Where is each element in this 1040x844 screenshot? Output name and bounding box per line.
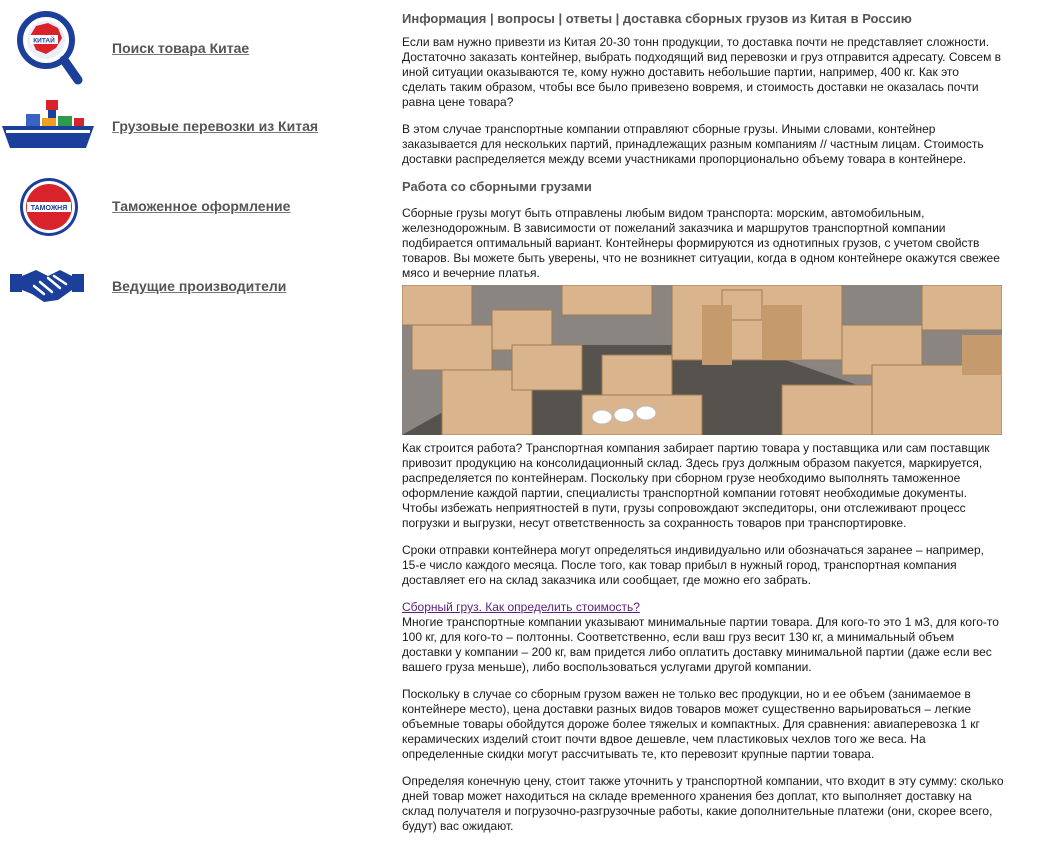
paragraph: Поскольку в случае со сборным грузом важен не только вес продукции, но и ее объем (занимаемое в контейнере место), цена доставки разных видов товаров может существенно варьироваться – легкие объемные товары обойдутся дороже более тяжелых и компактных. Для сравнения: авиаперевозка 1 кг керамических изделий стоит почти вдвое дешевле, чем пластиковых чехлов того же веса. На определенные скидки могут рассчитывать те, кто перевозит крупные партии товара. [402, 687, 980, 761]
warehouse-photo [402, 285, 1002, 435]
sidebar-item-label[interactable]: Поиск товара Китае [112, 40, 250, 56]
paragraph: Определяя конечную цену, стоит также уточнить у транспортной компании, что входит в эту сумму: сколько дней товар может находиться на складе временного хранения без доплат, кто выполняет доставку на склад получателя и погрузочно-разгрузочные работы, какие дополнительные платежи (они, скорее всего, будут) вас ожидают. [402, 774, 1004, 833]
china-search-icon[interactable] [16, 10, 84, 91]
sidebar-item-label[interactable]: Таможенное оформление [112, 198, 291, 214]
cost-article-link[interactable]: Сборный груз. Как определить стоимость? [402, 600, 640, 614]
paragraph: Многие транспортные компании указывают минимальные партии товара. Для кого-то это 1 м3, для кого-то 100 кг, для кого-то – полтонны. Соответственно, если ваш груз весит 130 кг, а минимальный объем доставки у компании – 200 кг, вам придется либо оплатить доставку минимальной партии (даже если вес вашего груза меньше), либо воспользоваться услугами другой компании. [402, 615, 999, 674]
customs-sign-icon[interactable] [18, 176, 80, 243]
section-heading: Работа со сборными грузами [402, 179, 592, 194]
cost-link-line [402, 600, 1004, 615]
paragraph: Сборные грузы могут быть отправлены любым видом транспорта: морским, автомобильным, железнодорожным. В зависимости от пожеланий заказчика и маршрутов транспортной компании подбирается оптимальный вариант. Контейнеры формируются из однотипных грузов, с учетом свойств товаров. Вы можете быть уверены, что не возникнет ситуации, когда в одном контейнере окажутся свежее мясо и вечерние платья. [402, 206, 1000, 280]
customs-badge-text: ТАМОЖНЯ [30, 205, 68, 212]
sidebar-item-cargo-transport[interactable] [0, 92, 390, 172]
china-badge-text: КИТАЙ [33, 37, 55, 45]
paragraph: Сроки отправки контейнера могут определяться индивидуально или обозначаться заранее – например, 15-е число каждого месяца. После того, как товар прибыл в нужный город, транспортная компания доставляет его на склад заказчика или сообщает, где можно его забрать. [402, 543, 984, 587]
sidebar-item-manufacturers[interactable] [0, 252, 390, 332]
cargo-ship-icon[interactable] [2, 98, 94, 159]
sidebar-item-label[interactable]: Ведущие производители [112, 278, 287, 294]
sidebar-item-customs[interactable] [0, 172, 390, 252]
sidebar [0, 0, 390, 844]
sidebar-item-china-search[interactable] [0, 6, 390, 86]
paragraph: В этом случае транспортные компании отправляют сборные грузы. Иными словами, контейнер заказывается для нескольких партий, принадлежащих разным компаниям // частным лицам. Стоимость доставки распределяется между всеми участниками пропорционально объему товара в контейнере. [402, 122, 984, 166]
handshake-icon[interactable] [10, 264, 84, 309]
page-title: Информация | вопросы | ответы | доставка сборных грузов из Китая в Россию [402, 11, 912, 26]
intro-paragraph: Если вам нужно привезти из Китая 20-30 тонн продукции, то доставка почти не представляет сложности. Достаточно заказать контейнер, выбрать подходящий вид перевозки и груз отправится адресату. Совсем в иной ситуации оказываются те, кому нужно доставить небольшие партии, например, 400 кг. Как это сделать таким образом, чтобы все было привезено вовремя, и стоимость доставки не оказалась почти равна цене товара? [402, 35, 1002, 109]
sidebar-item-label[interactable]: Грузовые перевозки из Китая [112, 118, 319, 134]
paragraph: Как строится работа? Транспортная компания забирает партию товара у поставщика или сам поставщик привозит продукцию на консолидационный склад. Здесь груз должным образом пакуется, маркируется, распределяется по контейнерам. Поскольку при сборном грузе необходимо выполнять таможенное оформление каждой партии, специалисты транспортной компании готовят необходимые документы. Чтобы избежать неприятностей в пути, грузы сопровождают экспедиторы, они отслеживают процесс погрузки и выгрузки, несут ответственность за сохранность товаров при транспортировке. [402, 441, 990, 530]
